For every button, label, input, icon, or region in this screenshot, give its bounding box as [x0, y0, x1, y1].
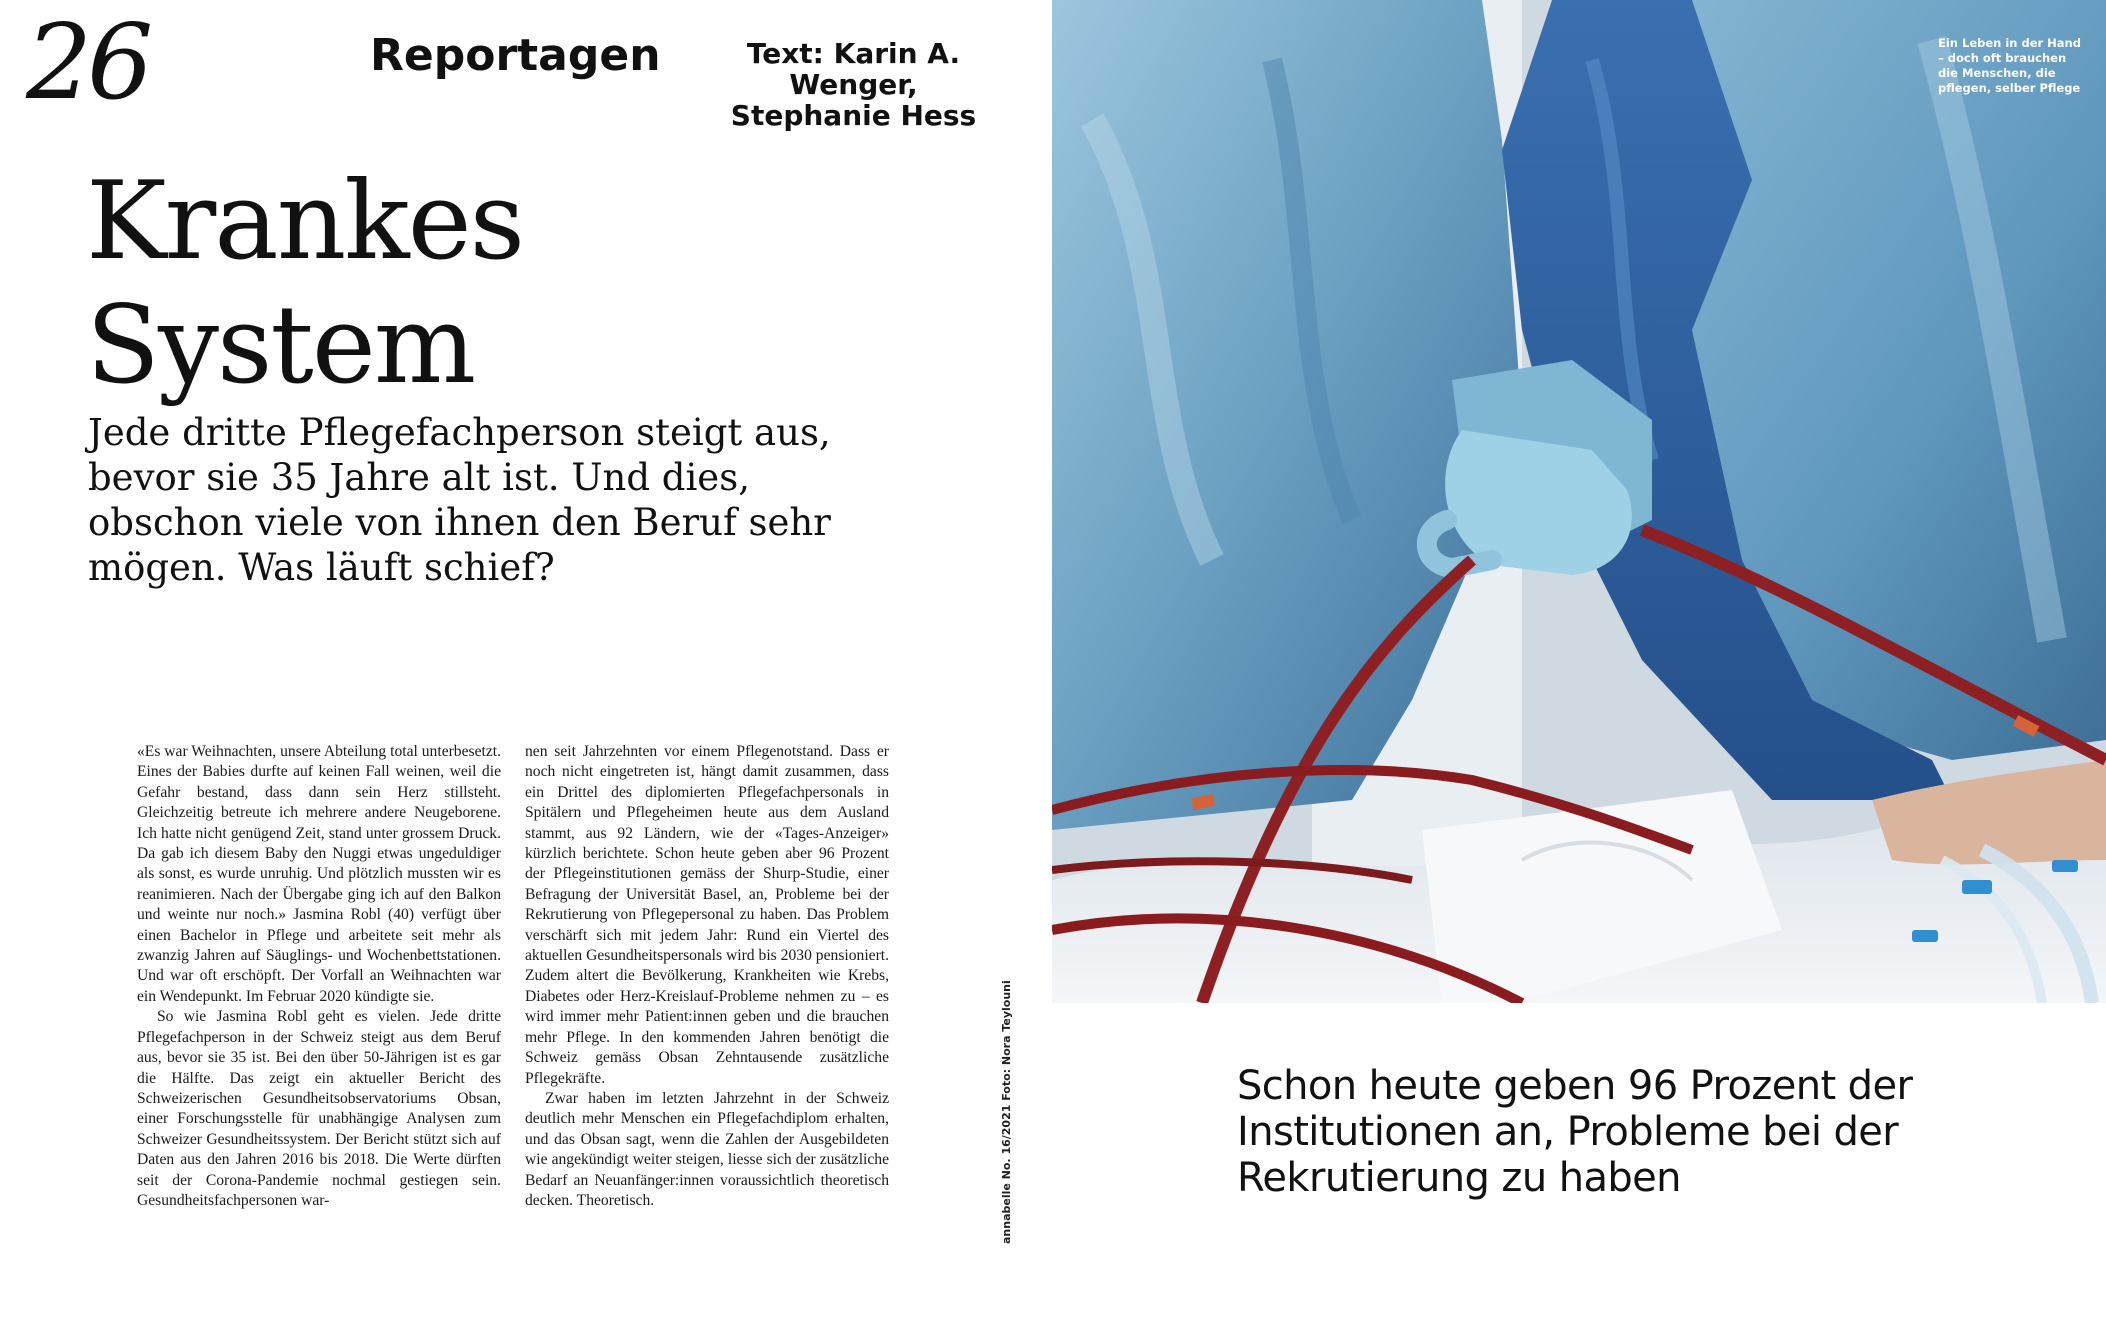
photo-caption: Ein Leben in der Hand – doch oft brauchen die Menschen, die pflegen, selber Pflege: [1938, 36, 2081, 95]
surgery-illustration: [1052, 0, 2106, 1003]
section-title: Reportagen: [370, 30, 661, 81]
lead-paragraph: Jede dritte Pflegefachperson steigt aus, bevor sie 35 Jahre alt ist. Und dies, obschon viele von ihnen den Beruf sehr mögen. Was läuft schief?: [88, 411, 831, 589]
body-paragraph: nen seit Jahrzehnten vor einem Pflegenotstand. Dass er noch nicht eingetreten ist, hängt damit zusammen, dass ein Drittel des diplomierten Pflegefachpersonals in Spitälern und Pflegeheimen heute aus dem Ausland stammt, aus 92 Ländern, wie der «Tages-Anzeiger» kürzlich berichtete. Schon heute geben aber 96 Prozent der Pflegeinstitutionen gemäss der Shurp-Studie, einer Befragung der Universität Basel, an, Probleme bei der Rekrutierung von Pflegepersonal zu haben. Das Problem verschärft sich mit jedem Jahr: Rund ein Viertel des aktuellen Gesundheitspersonals wird bis 2030 pensioniert. Zudem altert die Bevölkerung, Krankheiten wie Krebs, Diabetes oder Herz-Kreislauf-Probleme nehmen zu – es wird immer mehr Patient:innen geben und die brauchen mehr Pflege. In den kommenden Jahren benötigt die Schweiz gemäss Obsan Zehntausende zusätzliche Pflegekräfte.: [525, 743, 889, 1087]
body-paragraph: Zwar haben im letzten Jahrzehnt in der Schweiz deutlich mehr Menschen ein Pflegefachdiplom erhalten, und das Obsan sagt, wenn die Zahlen der Ausgebildeten wie angekündigt weiter steigen, liesse sich der zusätzliche Bedarf an Neuanfänger:innen voraussichtlich theoretisch decken. Theoretisch.: [525, 1089, 889, 1209]
body-paragraph: So wie Jasmina Robl geht es vielen. Jede dritte Pflegefachperson in der Schweiz steigt aus dem Beruf aus, bevor sie 35 ist. Bei den über 50-Jährigen ist es gar die Hälfte. Das zeigt ein aktueller Bericht des Schweizerischen Gesundheitsobservatoriums Obsan, einer Forschungsstelle für unabhängige Analysen zum Schweizer Gesundheitssystem. Der Bericht stützt sich auf Daten aus den Jahren 2016 bis 2018. Die Werte dürften seit der Corona-Pandemie nochmal gestiegen sein. Gesundheitsfachpersonen war-: [137, 1008, 501, 1209]
body-column-2: [525, 742, 889, 1211]
author-byline: Text: Karin A. Wenger, Stephanie Hess: [730, 37, 977, 132]
headline: [86, 160, 766, 408]
headline-line-1: Krankes: [86, 159, 524, 284]
page-number: 26: [26, 1, 149, 123]
body-column-1: [137, 742, 501, 1211]
pull-quote: Schon heute geben 96 Prozent der Institutionen an, Probleme bei der Rekrutierung zu haben: [1237, 1063, 1913, 1201]
body-paragraph: «Es war Weihnachten, unsere Abteilung total unterbesetzt. Eines der Babies durfte auf keinen Fall weinen, weil die Gefahr bestand, dass dann sein Herz stillsteht. Gleichzeitig betreute ich mehrere andere Neugeborene. Ich hatte nicht genügend Zeit, stand unter grossem Druck. Da gab ich diesem Baby den Nuggi etwas ungeduldiger als sonst, es wurde unruhig. Und plötzlich mussten wir es reanimieren. Nach der Übergabe ging ich auf den Balkon und weinte nur noch.» Jasmina Robl (40) verfügt über einen Bachelor in Pflege und arbeitete seit mehr als zwanzig Jahren auf Säuglings- und Wochenbettstationen. Und war oft erschöpft. Der Vorfall an Weihnachten war ein Wendepunkt. Im Februar 2020 kündigte sie.: [137, 743, 501, 1005]
hero-photo: [1052, 0, 2106, 1003]
headline-line-2: System: [86, 283, 475, 408]
photo-credit: annabelle No. 16/2021 Foto: Nora Teylouni: [1000, 980, 1013, 1244]
